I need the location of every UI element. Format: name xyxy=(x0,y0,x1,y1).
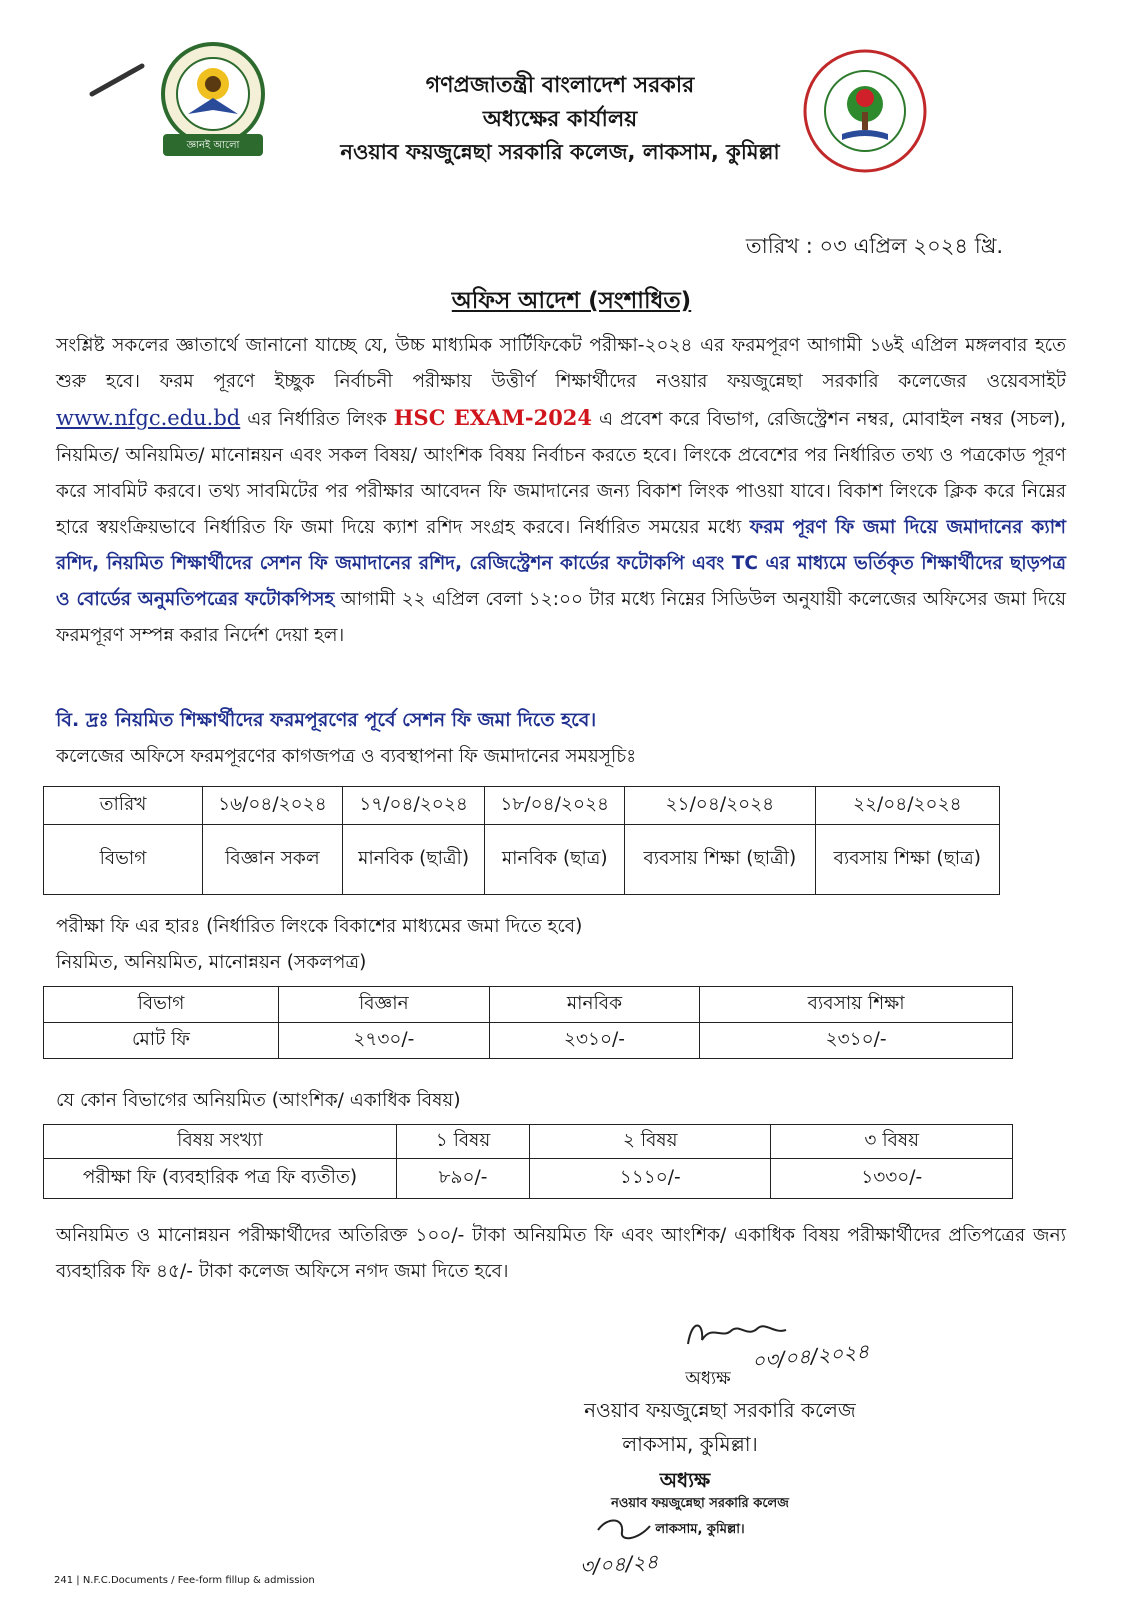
regular-fee-header: ব্যবসায় শিক্ষা xyxy=(700,987,1013,1023)
irregular-fee-header: ২ বিষয় xyxy=(530,1125,771,1159)
irregular-fee-header: ১ বিষয় xyxy=(397,1125,530,1159)
logo-banner-text: জ্ঞানই আলো xyxy=(186,140,240,151)
schedule-date-cell: ১৮/০৪/২০২৪ xyxy=(485,787,625,825)
irregular-fee-header-row xyxy=(44,1125,1013,1159)
fee-caption: পরীক্ষা ফি এর হারঃ (নির্ধারিত লিংকে বিকাশের মাধ্যমের জমা দিতে হবে) xyxy=(56,916,583,937)
header-office: অধ্যক্ষের কার্যালয় xyxy=(482,107,638,132)
header-government: গণপ্রজাতন্ত্রী বাংলাদেশ সরকার xyxy=(425,73,695,98)
seal-place: লাকসাম, কুমিল্লা। xyxy=(655,1522,745,1537)
header-college: নওয়াব ফয়জুন্নেছা সরকারি কলেজ, লাকসাম, কুমিল্লা xyxy=(340,140,780,164)
body-text-b: এর নির্ধারিত লিংক xyxy=(240,409,394,430)
regular-fee-header: মানবিক xyxy=(489,987,700,1023)
seal-title: অধ্যক্ষ xyxy=(659,1468,711,1492)
body-text-d: আগামী ২২ এপ্রিল বেলা ১২:০০ টার মধ্যে নিম্নের সিডিউল অনুযায়ী কলেজের অফিসের জমা দিয়ে ফরমপূরণ সম্পন্ন করার নির্দেশ দেয়া হল। xyxy=(56,589,1067,646)
note-session-fee: বি. দ্রঃ নিয়মিত শিক্ষার্থীদের ফরমপূরণের পূর্বে সেশন ফি জমা দিতে হবে। xyxy=(56,709,597,731)
signature-place: লাকসাম, কুমিল্লা। xyxy=(622,1432,758,1456)
regular-fee-label: মোট ফি xyxy=(44,1023,279,1059)
schedule-date-cell: ১৭/০৪/২০২৪ xyxy=(342,787,485,825)
schedule-date-row xyxy=(44,787,1000,825)
schedule-dept-cell: বিজ্ঞান সকল xyxy=(203,825,343,895)
schedule-dept-cell: মানবিক (ছাত্র) xyxy=(485,825,625,895)
signature-date: ০৩/০৪/২০২৪ xyxy=(750,1338,871,1374)
fee-subcaption: নিয়মিত, অনিয়মিত, মানোন্নয়ন (সকলপত্র) xyxy=(56,952,367,973)
irregular-fee-row xyxy=(44,1159,1013,1199)
irregular-fee-label: পরীক্ষা ফি (ব্যবহারিক পত্র ফি ব্যতীত) xyxy=(44,1159,397,1199)
regular-fee-header: বিভাগ xyxy=(44,987,279,1023)
schedule-date-cell: ২১/০৪/২০২৪ xyxy=(625,787,815,825)
seal-date: ৩/০৪/২৪ xyxy=(579,1549,660,1579)
pen-icon xyxy=(88,60,148,104)
irregular-fee-header: ৩ বিষয় xyxy=(771,1125,1013,1159)
document-date: তারিখ : ০৩ এপ্রিল ২০২৪ খ্রি. xyxy=(745,234,1003,258)
schedule-date-cell: ১৬/০৪/২০২৪ xyxy=(203,787,343,825)
signature-title: অধ্যক্ষ xyxy=(685,1368,731,1389)
document-title-text: অফিস আদেশ (সংশাধিত) xyxy=(451,288,692,314)
body-text-c: এ প্রবেশ করে বিভাগ, রেজিস্ট্রেশন নম্বর, মোবাইল নম্বর (সচল), নিয়মিত/ অনিয়মিত/ মানোন্নয়ন এবং সকল বিষয়/ আংশিক বিষয় নির্বাচন করতে হবে। লিংকে প্রবেশের পর নির্ধারিত তথ্য ও পত্রকোড পূরণ করে সাবমিট করবে। তথ্য সাবমিটের পর পরীক্ষার আবেদন ফি জমাদানের জন্য বিকাশ লিংক পাওয়া যাবে। বিকাশ লিংকে ক্লিক করে নিম্নের হারে স্বয়ংক্রিয়ভাবে নির্ধারিত ফি জমা দিয়ে ক্যাশ রশিদ সংগ্রহ করবে। নির্ধারিত সময়ের মধ্যে xyxy=(56,409,1066,538)
schedule-table xyxy=(43,786,1000,895)
regular-fee-value: ২৭৩০/- xyxy=(279,1023,490,1059)
signature-college: নওয়াব ফয়জুন্নেছা সরকারি কলেজ xyxy=(584,1398,856,1422)
irregular-fee-header: বিষয় সংখ্যা xyxy=(44,1125,397,1159)
schedule-dept-label: বিভাগ xyxy=(44,825,203,895)
regular-fee-header-row xyxy=(44,987,1013,1023)
schedule-date-cell: ২২/০৪/২০২৪ xyxy=(815,787,999,825)
schedule-dept-cell: ব্যবসায় শিক্ষা (ছাত্র) xyxy=(815,825,999,895)
website-link[interactable]: www.nfgc.edu.bd xyxy=(56,406,241,430)
schedule-dept-row xyxy=(44,825,1000,895)
regular-fee-value: ২৩১০/- xyxy=(489,1023,700,1059)
schedule-dept-cell: মানবিক (ছাত্রী) xyxy=(342,825,485,895)
exam-link[interactable]: HSC EXAM-2024 xyxy=(393,405,593,430)
irregular-fee-value: ১১১০/- xyxy=(530,1159,771,1199)
irregular-fee-table xyxy=(43,1124,1013,1199)
body-text-a: সংশ্লিষ্ট সকলের জ্ঞাতার্থে জানানো যাচ্ছে যে, উচ্চ মাধ্যমিক সার্টিফিকেট পরীক্ষা-২০২৪ এর ফরমপূরণ আগামী ১৬ই এপ্রিল মঙ্গলবার হতে শুরু হবে। ফরম পূরণে ইচ্ছুক নির্বাচনী পরীক্ষায় উত্তীর্ণ শিক্ষার্থীদের নওয়ার ফয়জুন্নেছা সরকারি কলেজের ওয়েবসাইট xyxy=(56,335,1066,392)
regular-fee-header: বিজ্ঞান xyxy=(279,987,490,1023)
required-documents: ফরম পূরণ ফি জমা দিয়ে জমাদানের ক্যাশ রশিদ, নিয়মিত শিক্ষার্থীদের সেশন ফি জমাদানের রশিদ, রেজিস্ট্রেশন কার্ডের ফটোকপি এবং TC এর মাধ্যমে ভর্তিকৃত শিক্ষার্থীদের ছাড়পত্র ও বোর্ডের অনুমতিপত্রের ফটোকপিসহ xyxy=(56,517,1067,610)
seal-college: নওয়াব ফয়জুন্নেছা সরকারি কলেজ xyxy=(611,1496,789,1511)
irregular-fee-value: ৮৯০/- xyxy=(397,1159,530,1199)
schedule-date-label: তারিখ xyxy=(44,787,203,825)
schedule-caption: কলেজের অফিসে ফরমপূরণের কাগজপত্র ও ব্যবস্থাপনা ফি জমাদানের সময়সূচিঃ xyxy=(56,746,637,767)
regular-fee-row xyxy=(44,1023,1013,1059)
regular-fee-value: ২৩১০/- xyxy=(700,1023,1013,1059)
irregular-fee-value: ১৩৩০/- xyxy=(771,1159,1013,1199)
document-title xyxy=(0,282,1143,321)
footer-note: অনিয়মিত ও মানোন্নয়ন পরীক্ষার্থীদের অতিরিক্ত ১০০/- টাকা অনিয়মিত ফি এবং আংশিক/ একাধিক বিষয় পরীক্ষার্থীদের প্রতিপত্রের জন্য ব্যবহারিক ফি ৪৫/- টাকা কলেজ অফিসে নগদ জমা দিতে হবে। xyxy=(56,1225,1066,1282)
schedule-dept-cell: ব্যবসায় শিক্ষা (ছাত্রী) xyxy=(625,825,815,895)
page-footer: 241 | N.F.C.Documents / Fee-form fillup & admission xyxy=(54,1575,315,1586)
body-paragraph xyxy=(56,328,1066,654)
irregular-caption: যে কোন বিভাগের অনিয়মিত (আংশিক/ একাধিক বিষয়) xyxy=(56,1090,461,1111)
regular-fee-table xyxy=(43,986,1013,1059)
